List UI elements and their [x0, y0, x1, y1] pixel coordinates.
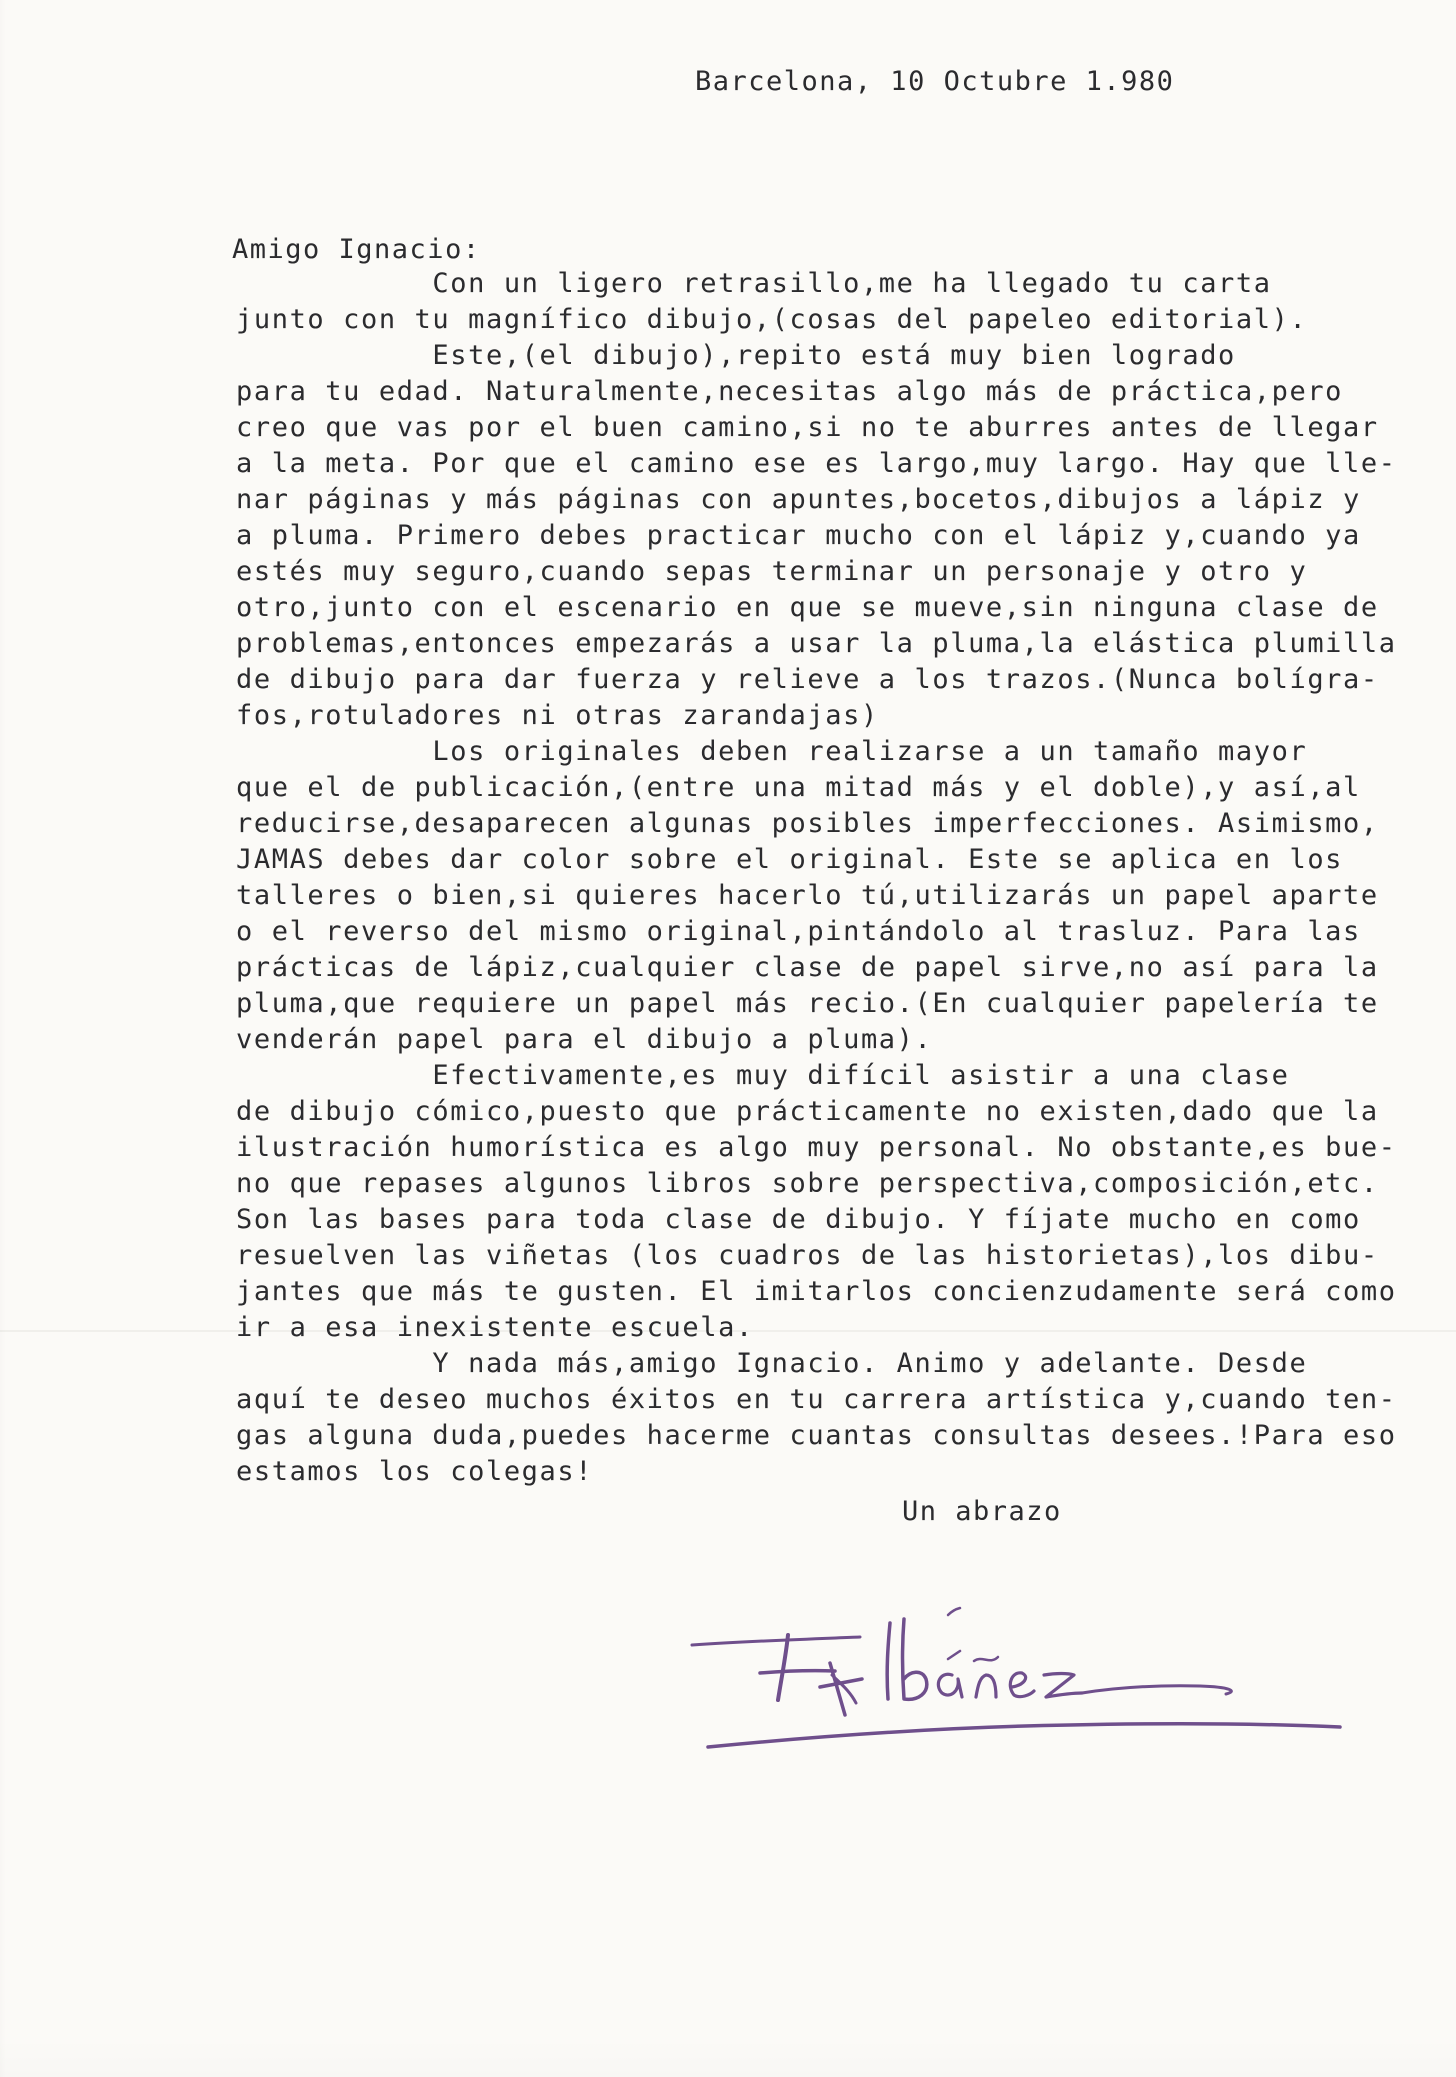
body-line: jantes que más te gusten. El imitarlos concienzudamente será como	[236, 1276, 1397, 1307]
body-line: Los originales deben realizarse a un tamaño mayor	[236, 736, 1308, 767]
body-line: talleres o bien,si quieres hacerlo tú,utilizarás un papel aparte	[236, 880, 1379, 911]
body-line: para tu edad. Naturalmente,necesitas algo más de práctica,pero	[236, 376, 1344, 407]
letter-closing: Un abrazo	[902, 1496, 1062, 1527]
body-line: fos,rotuladores ni otras zarandajas)	[236, 700, 879, 731]
body-line: venderán papel para el dibujo a pluma).	[236, 1024, 933, 1055]
letter-salutation: Amigo Ignacio:	[232, 234, 481, 265]
body-line: ilustración humorística es algo muy personal. No obstante,es bue-	[236, 1132, 1397, 1163]
body-line: reducirse,desaparecen algunas posibles imperfecciones. Asimismo,	[236, 808, 1379, 839]
body-line: a la meta. Por que el camino ese es largo,muy largo. Hay que lle-	[236, 448, 1397, 479]
body-line: Efectivamente,es muy difícil asistir a una clase	[236, 1060, 1290, 1091]
letter-date: Barcelona, 10 Octubre 1.980	[695, 66, 1175, 97]
body-line: que el de publicación,(entre una mitad más y el doble),y así,al	[236, 772, 1361, 803]
body-line: prácticas de lápiz,cualquier clase de papel sirve,no así para la	[236, 952, 1379, 983]
body-line: de dibujo cómico,puesto que prácticamente no existen,dado que la	[236, 1096, 1379, 1127]
body-line: Este,(el dibujo),repito está muy bien logrado	[236, 340, 1236, 371]
body-line: estés muy seguro,cuando sepas terminar un personaje y otro y	[236, 556, 1308, 587]
letter-body	[236, 266, 1397, 1490]
body-line: pluma,que requiere un papel más recio.(En cualquier papelería te	[236, 988, 1379, 1019]
body-line: Y nada más,amigo Ignacio. Animo y adelante. Desde	[236, 1348, 1308, 1379]
body-line: junto con tu magnífico dibujo,(cosas del papeleo editorial).	[236, 304, 1308, 335]
handwritten-signature	[690, 1575, 1350, 1770]
body-line: creo que vas por el buen camino,si no te aburres antes de llegar	[236, 412, 1379, 443]
body-line: problemas,entonces empezarás a usar la pluma,la elástica plumilla	[236, 628, 1397, 659]
body-line: de dibujo para dar fuerza y relieve a los trazos.(Nunca bolígra-	[236, 664, 1379, 695]
body-line: aquí te deseo muchos éxitos en tu carrera artística y,cuando ten-	[236, 1384, 1397, 1415]
body-line: ir a esa inexistente escuela.	[236, 1312, 754, 1343]
body-line: resuelven las viñetas (los cuadros de las historietas),los dibu-	[236, 1240, 1379, 1271]
body-line: nar páginas y más páginas con apuntes,bocetos,dibujos a lápiz y	[236, 484, 1361, 515]
body-line: otro,junto con el escenario en que se mueve,sin ninguna clase de	[236, 592, 1379, 623]
body-line: no que repases algunos libros sobre perspectiva,composición,etc.	[236, 1168, 1379, 1199]
body-line: Con un ligero retrasillo,me ha llegado tu carta	[236, 268, 1272, 299]
body-line: JAMAS debes dar color sobre el original. Este se aplica en los	[236, 844, 1344, 875]
body-line: estamos los colegas!	[236, 1456, 594, 1487]
body-line: o el reverso del mismo original,pintándolo al trasluz. Para las	[236, 916, 1361, 947]
body-line: a pluma. Primero debes practicar mucho con el lápiz y,cuando ya	[236, 520, 1361, 551]
body-line: gas alguna duda,puedes hacerme cuantas consultas desees.!Para eso	[236, 1420, 1397, 1451]
body-line: Son las bases para toda clase de dibujo. Y fíjate mucho en como	[236, 1204, 1361, 1235]
